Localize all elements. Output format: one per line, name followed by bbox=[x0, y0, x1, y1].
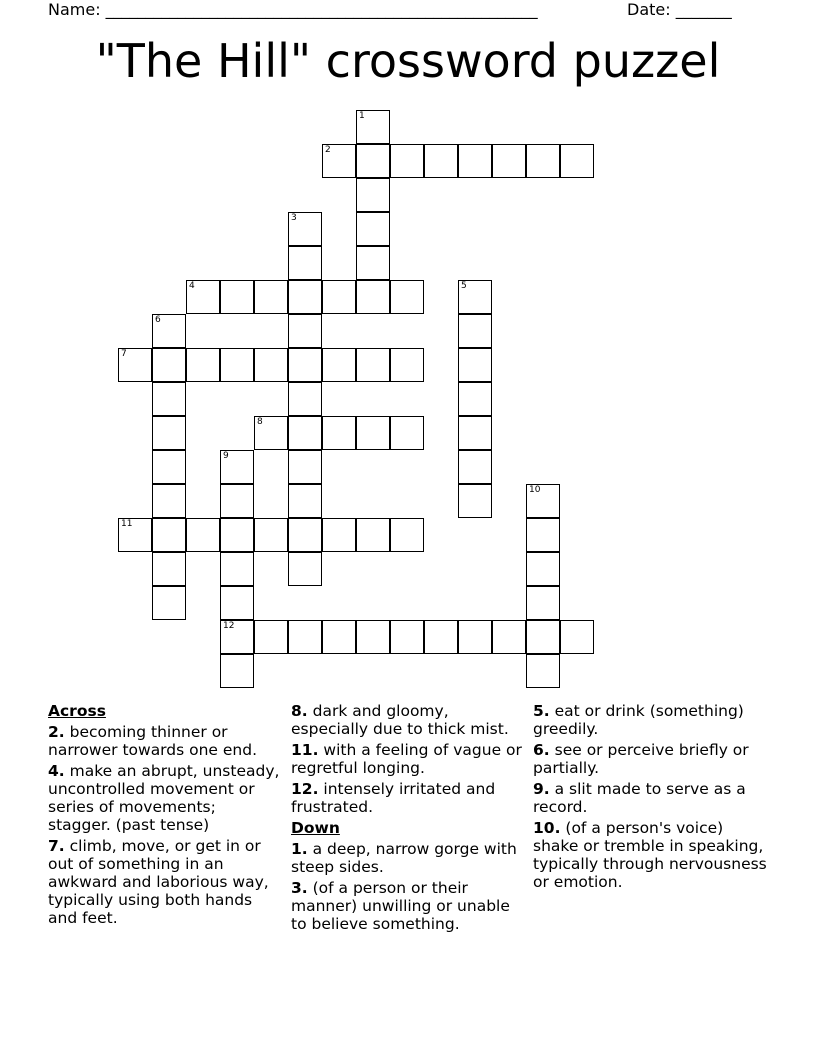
grid-cell[interactable] bbox=[152, 450, 186, 484]
grid-cell[interactable] bbox=[220, 484, 254, 518]
grid-cell[interactable] bbox=[492, 620, 526, 654]
grid-cell[interactable] bbox=[526, 484, 560, 518]
grid-cell[interactable] bbox=[118, 518, 152, 552]
clue-down-9: 9. a slit made to serve as a record. bbox=[533, 780, 746, 816]
grid-cell[interactable] bbox=[186, 518, 220, 552]
grid-cell[interactable] bbox=[356, 518, 390, 552]
grid-cell[interactable] bbox=[152, 314, 186, 348]
grid-cell[interactable] bbox=[152, 552, 186, 586]
grid-cell[interactable] bbox=[118, 348, 152, 382]
grid-cell[interactable] bbox=[356, 416, 390, 450]
grid-cell[interactable] bbox=[526, 654, 560, 688]
clue-down-10: 10. (of a person's voice) shake or tremble in speaking, typically through nervousness or emotion. bbox=[533, 819, 767, 891]
clue-number: 7 bbox=[121, 349, 127, 359]
grid-cell[interactable] bbox=[254, 416, 288, 450]
clue-across-4: 4. make an abrupt, unsteady, uncontrolled movement or series of movements; stagger. (past tense) bbox=[48, 762, 280, 834]
grid-cell[interactable] bbox=[288, 212, 322, 246]
grid-cell[interactable] bbox=[288, 518, 322, 552]
grid-cell[interactable] bbox=[390, 144, 424, 178]
clue-number: 9 bbox=[223, 451, 229, 461]
grid-cell[interactable] bbox=[220, 348, 254, 382]
grid-cell[interactable] bbox=[152, 348, 186, 382]
page-title: "The Hill" crossword puzzel bbox=[95, 34, 721, 88]
grid-cell[interactable] bbox=[560, 620, 594, 654]
grid-cell[interactable] bbox=[220, 280, 254, 314]
date-field-label: Date: _______ bbox=[627, 0, 732, 19]
grid-cell[interactable] bbox=[356, 620, 390, 654]
grid-cell[interactable] bbox=[254, 518, 288, 552]
grid-cell[interactable] bbox=[458, 484, 492, 518]
grid-cell[interactable] bbox=[390, 280, 424, 314]
grid-cell[interactable] bbox=[526, 518, 560, 552]
grid-cell[interactable] bbox=[288, 382, 322, 416]
clue-number: 12 bbox=[223, 621, 235, 631]
grid-cell[interactable] bbox=[152, 382, 186, 416]
grid-cell[interactable] bbox=[186, 280, 220, 314]
grid-cell[interactable] bbox=[356, 246, 390, 280]
clue-number: 3 bbox=[291, 213, 297, 223]
grid-cell[interactable] bbox=[254, 280, 288, 314]
clues-column-3 bbox=[533, 702, 769, 894]
grid-cell[interactable] bbox=[152, 586, 186, 620]
grid-cell[interactable] bbox=[390, 518, 424, 552]
grid-cell[interactable] bbox=[288, 348, 322, 382]
grid-cell[interactable] bbox=[152, 518, 186, 552]
grid-cell[interactable] bbox=[152, 416, 186, 450]
grid-cell[interactable] bbox=[458, 416, 492, 450]
grid-cell[interactable] bbox=[526, 620, 560, 654]
clue-number: 6 bbox=[155, 315, 161, 325]
grid-cell[interactable] bbox=[356, 178, 390, 212]
down-heading: Down bbox=[291, 819, 340, 837]
grid-cell[interactable] bbox=[322, 416, 356, 450]
clue-number: 5 bbox=[461, 281, 467, 291]
grid-cell[interactable] bbox=[288, 280, 322, 314]
grid-cell[interactable] bbox=[322, 144, 356, 178]
grid-cell[interactable] bbox=[458, 620, 492, 654]
grid-cell[interactable] bbox=[152, 484, 186, 518]
grid-cell[interactable] bbox=[390, 416, 424, 450]
grid-cell[interactable] bbox=[356, 212, 390, 246]
grid-cell[interactable] bbox=[424, 620, 458, 654]
clue-down-1: 1. a deep, narrow gorge with steep sides. bbox=[291, 840, 517, 876]
grid-cell[interactable] bbox=[288, 450, 322, 484]
clue-across-2: 2. becoming thinner or narrower towards one end. bbox=[48, 723, 258, 759]
clue-number: 10 bbox=[529, 485, 541, 495]
grid-cell[interactable] bbox=[526, 144, 560, 178]
name-field-label: Name: ______________________________________________________ bbox=[48, 0, 538, 19]
clue-number: 8 bbox=[257, 417, 263, 427]
clue-down-3: 3. (of a person or their manner) unwilling or unable to believe something. bbox=[291, 879, 510, 933]
grid-cell[interactable] bbox=[526, 552, 560, 586]
grid-cell[interactable] bbox=[560, 144, 594, 178]
grid-cell[interactable] bbox=[288, 620, 322, 654]
grid-cell[interactable] bbox=[254, 348, 288, 382]
grid-cell[interactable] bbox=[220, 518, 254, 552]
clue-down-6: 6. see or perceive briefly or partially. bbox=[533, 741, 749, 777]
grid-cell[interactable] bbox=[220, 586, 254, 620]
clue-number: 2 bbox=[325, 145, 331, 155]
clues-column-1 bbox=[48, 702, 280, 930]
clue-number: 1 bbox=[359, 111, 365, 121]
across-heading: Across bbox=[48, 702, 106, 720]
grid-cell[interactable] bbox=[458, 144, 492, 178]
clue-number: 11 bbox=[121, 519, 133, 529]
grid-cell[interactable] bbox=[322, 518, 356, 552]
grid-cell[interactable] bbox=[288, 484, 322, 518]
grid-cell[interactable] bbox=[390, 620, 424, 654]
grid-cell[interactable] bbox=[458, 450, 492, 484]
grid-cell[interactable] bbox=[356, 348, 390, 382]
clue-across-8: 8. dark and gloomy, especially due to thick mist. bbox=[291, 702, 509, 738]
grid-cell[interactable] bbox=[356, 280, 390, 314]
grid-cell[interactable] bbox=[526, 586, 560, 620]
grid-cell[interactable] bbox=[220, 552, 254, 586]
grid-cell[interactable] bbox=[458, 382, 492, 416]
grid-cell[interactable] bbox=[220, 654, 254, 688]
grid-cell[interactable] bbox=[492, 144, 526, 178]
clue-across-7: 7. climb, move, or get in or out of something in an awkward and laborious way, typically using both hands and feet. bbox=[48, 837, 269, 927]
grid-cell[interactable] bbox=[458, 280, 492, 314]
grid-cell[interactable] bbox=[288, 314, 322, 348]
grid-cell[interactable] bbox=[458, 348, 492, 382]
grid-cell[interactable] bbox=[220, 450, 254, 484]
grid-cell[interactable] bbox=[356, 144, 390, 178]
grid-cell[interactable] bbox=[424, 144, 458, 178]
grid-cell[interactable] bbox=[322, 348, 356, 382]
grid-cell[interactable] bbox=[288, 552, 322, 586]
grid-cell[interactable] bbox=[254, 620, 288, 654]
grid-cell[interactable] bbox=[356, 110, 390, 144]
grid-cell[interactable] bbox=[186, 348, 220, 382]
clue-across-11: 11. with a feeling of vague or regretful longing. bbox=[291, 741, 522, 777]
grid-cell[interactable] bbox=[322, 620, 356, 654]
clues-column-2 bbox=[291, 702, 527, 936]
grid-cell[interactable] bbox=[458, 314, 492, 348]
grid-cell[interactable] bbox=[288, 246, 322, 280]
grid-cell[interactable] bbox=[322, 280, 356, 314]
clue-across-12: 12. intensely irritated and frustrated. bbox=[291, 780, 496, 816]
grid-cell[interactable] bbox=[390, 348, 424, 382]
grid-cell[interactable] bbox=[288, 416, 322, 450]
clue-down-5: 5. eat or drink (something) greedily. bbox=[533, 702, 744, 738]
grid-cell[interactable] bbox=[220, 620, 254, 654]
clue-number: 4 bbox=[189, 281, 195, 291]
